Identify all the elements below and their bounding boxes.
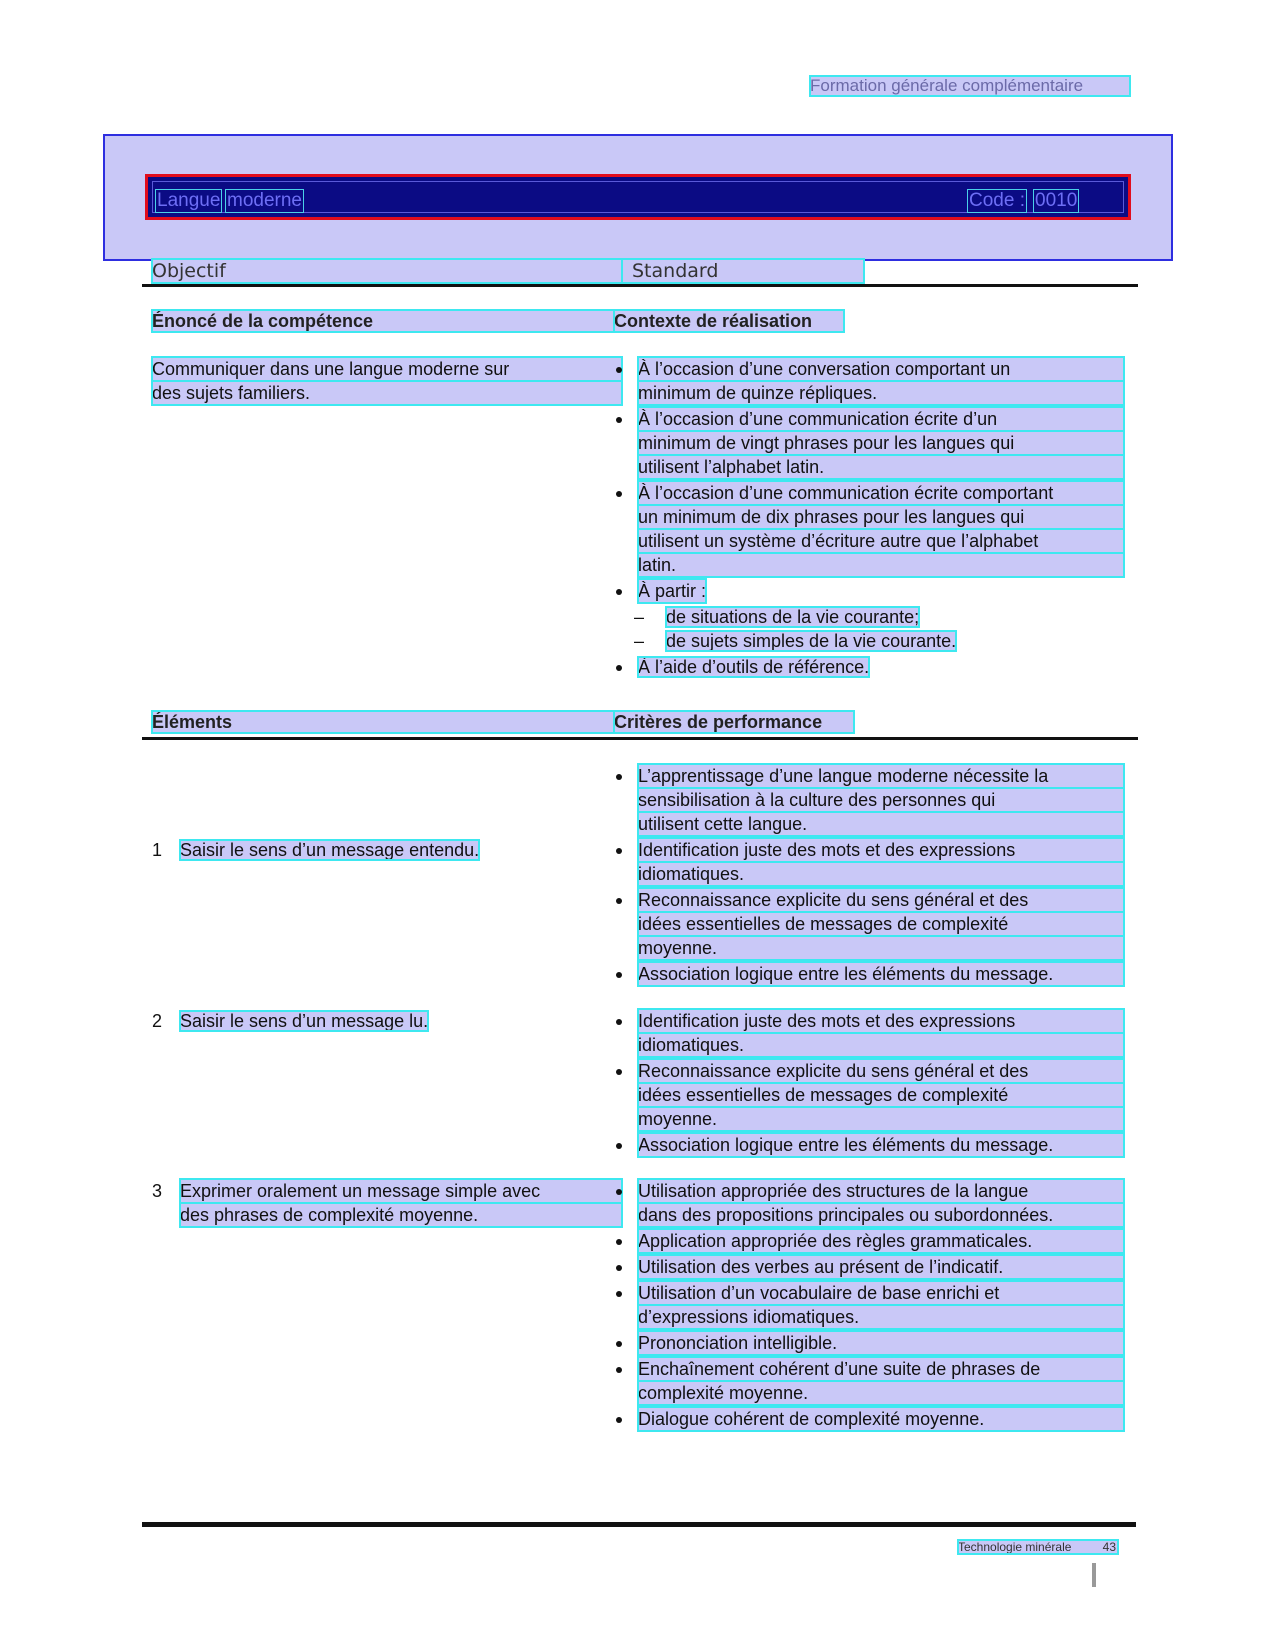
list-item (614, 1009, 1124, 1057)
item-line: un minimum de dix phrases pour les langues qui (638, 505, 1124, 529)
title-bar-inner (152, 181, 1124, 213)
bullet-icon (616, 1019, 622, 1025)
list-item (614, 1407, 1124, 1431)
item-line: complexité moyenne. (638, 1381, 1124, 1405)
bullet-icon (616, 1143, 622, 1149)
item-line: Prononciation intelligible. (638, 1331, 1124, 1355)
sub-item-text: de sujets simples de la vie courante. (666, 631, 957, 651)
item-line: À l’occasion d’une communication écrite d’un (638, 407, 1124, 431)
item-line: L’apprentissage d’une langue moderne nécessite la (638, 764, 1124, 788)
element-1 (152, 838, 622, 862)
item-line: idées essentielles de messages de complexité (638, 912, 1124, 936)
element-text: Exprimer oralement un message simple avec (180, 1179, 622, 1203)
element-2 (152, 1009, 622, 1033)
item-line: À l’aide d’outils de référence. (638, 657, 870, 677)
item-line: idiomatiques. (638, 1033, 1124, 1057)
list-item (614, 962, 1124, 986)
item-line: Utilisation des verbes au présent de l’indicatif. (638, 1255, 1124, 1279)
list-item (614, 1357, 1124, 1405)
header-rule (142, 284, 1138, 287)
item-line: d’expressions idiomatiques. (638, 1305, 1124, 1329)
item-line: Association logique entre les éléments du message. (638, 1133, 1124, 1157)
item-line: minimum de vingt phrases pour les langues qui (638, 431, 1124, 455)
bullet-icon (616, 1291, 622, 1297)
bullet-icon (616, 1265, 622, 1271)
competence-statement (152, 357, 622, 405)
bullet-icon (616, 1341, 622, 1347)
item-line: Reconnaissance explicite du sens général et des (638, 888, 1124, 912)
column-headers (142, 259, 1132, 287)
bullet-icon (616, 1367, 622, 1373)
item-line: idiomatiques. (638, 862, 1124, 886)
element-text: des phrases de complexité moyenne. (180, 1203, 622, 1227)
heading-criteres: Critères de performance (614, 711, 854, 733)
item-line: Enchaînement cohérent d’une suite de phrases de (638, 1357, 1124, 1381)
list-item (614, 655, 1124, 679)
context-list (614, 357, 1124, 681)
bullet-icon (616, 1069, 622, 1075)
sub-item-text: de situations de la vie courante; (666, 607, 920, 627)
code-label: Code : (969, 190, 1025, 211)
list-item (614, 1229, 1124, 1253)
page-number: 43 (1102, 1540, 1116, 1554)
list-item (614, 1331, 1124, 1355)
bullet-icon (616, 367, 622, 373)
bullet-icon (616, 491, 622, 497)
list-item (614, 407, 1124, 479)
list-item (614, 888, 1124, 960)
bullet-icon (616, 848, 622, 854)
bullet-icon (616, 1239, 622, 1245)
heading-enonce: Énoncé de la compétence (152, 310, 614, 332)
list-item (614, 838, 1124, 886)
item-line: Application appropriée des règles grammaticales. (638, 1229, 1124, 1253)
bullet-icon (616, 972, 622, 978)
item-line: À l’occasion d’une conversation comportant un (638, 357, 1124, 381)
heading-contexte: Contexte de réalisation (614, 310, 844, 332)
item-line: moyenne. (638, 936, 1124, 960)
list-item (614, 1133, 1124, 1157)
running-header: Formation générale complémentaire (810, 76, 1130, 96)
code-value: 0010 (1035, 190, 1078, 211)
item-line: utilisent un système d’écriture autre que l’alphabet (638, 529, 1124, 553)
title-word-langue: Langue (157, 190, 221, 211)
column-header-standard: Standard (622, 259, 864, 283)
footer-title: Technologie minérale (958, 1540, 1072, 1554)
item-line: Utilisation appropriée des structures de la langue (638, 1179, 1124, 1203)
list-item (614, 1179, 1124, 1227)
column-header-objectif: Objectif (152, 259, 622, 283)
criteria-list-1 (614, 838, 1124, 988)
criteria-list-2 (614, 1009, 1124, 1159)
criteria-list-3 (614, 1179, 1124, 1433)
item-line: À partir : (638, 581, 707, 601)
element-text: Saisir le sens d’un message entendu. (180, 840, 480, 860)
element-text: Saisir le sens d’un message lu. (180, 1011, 429, 1031)
bullet-icon (616, 665, 622, 671)
dash-marker: – (634, 631, 645, 651)
element-number: 2 (152, 1011, 163, 1031)
bullet-icon (616, 1417, 622, 1423)
list-item (614, 357, 1124, 405)
bullet-icon (616, 417, 622, 423)
item-line: minimum de quinze répliques. (638, 381, 1124, 405)
bullet-icon (616, 774, 622, 780)
dash-marker: – (634, 607, 645, 627)
footer (958, 1540, 1118, 1554)
sub-item (614, 629, 1124, 653)
item-line: sensibilisation à la culture des personnes qui (638, 788, 1124, 812)
item-line: utilisent cette langue. (638, 812, 1124, 836)
list-item (614, 1255, 1124, 1279)
item-line: moyenne. (638, 1107, 1124, 1131)
element-number: 3 (152, 1181, 163, 1201)
bullet-icon (616, 1189, 622, 1195)
statement-line: Communiquer dans une langue moderne sur (152, 357, 622, 381)
element-number: 1 (152, 840, 163, 860)
title-bar (145, 174, 1131, 220)
item-line: idées essentielles de messages de complexité (638, 1083, 1124, 1107)
item-line: Utilisation d’un vocabulaire de base enrichi et (638, 1281, 1124, 1305)
item-line: Identification juste des mots et des expressions (638, 1009, 1124, 1033)
item-line: utilisent l’alphabet latin. (638, 455, 1124, 479)
item-line: dans des propositions principales ou subordonnées. (638, 1203, 1124, 1227)
list-item (614, 764, 1124, 836)
section-rule (142, 737, 1138, 740)
list-item (614, 1281, 1124, 1329)
item-line: À l’occasion d’une communication écrite comportant (638, 481, 1124, 505)
bullet-icon (616, 589, 622, 595)
statement-line: des sujets familiers. (152, 381, 622, 405)
sub-item (614, 605, 1124, 629)
element-3 (152, 1179, 622, 1227)
list-item (614, 481, 1124, 577)
bullet-icon (616, 898, 622, 904)
item-line: Association logique entre les éléments du message. (638, 962, 1124, 986)
list-item (614, 1059, 1124, 1131)
list-item (614, 579, 1124, 603)
title-word-moderne: moderne (227, 190, 302, 211)
item-line: Dialogue cohérent de complexité moyenne. (638, 1407, 1124, 1431)
heading-elements: Éléments (152, 711, 614, 733)
program-banner (103, 134, 1173, 261)
footer-rule (142, 1522, 1136, 1527)
item-line: latin. (638, 553, 1124, 577)
item-line: Identification juste des mots et des expressions (638, 838, 1124, 862)
item-line: Reconnaissance explicite du sens général et des (638, 1059, 1124, 1083)
general-criterion (614, 764, 1124, 838)
margin-bar (1092, 1563, 1096, 1587)
